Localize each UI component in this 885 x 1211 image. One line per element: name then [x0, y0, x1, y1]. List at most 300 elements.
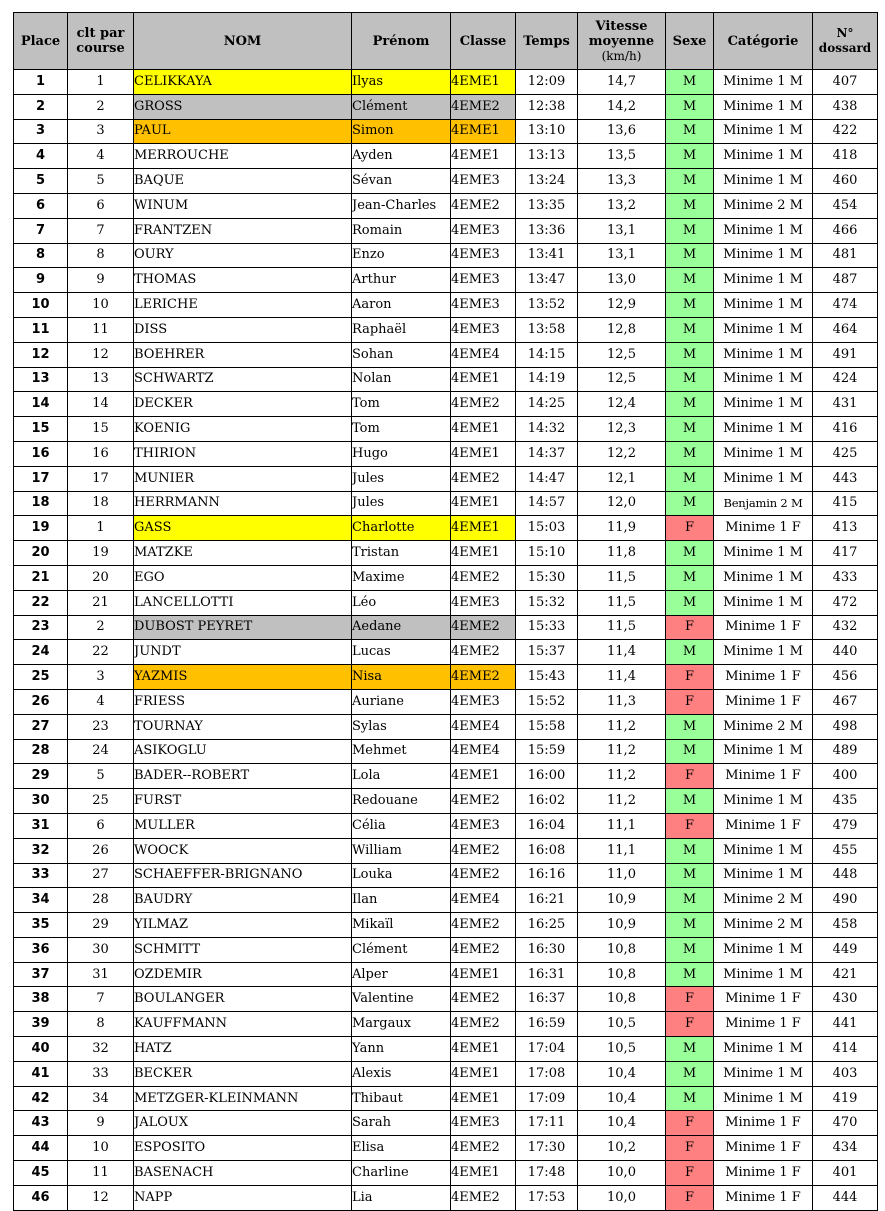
- cell-nom: GASS: [134, 516, 352, 541]
- cell-clt: 9: [68, 1111, 134, 1136]
- cell-temps: 15:03: [516, 516, 578, 541]
- cell-categorie: Minime 1 F: [714, 764, 813, 789]
- cell-vitesse: 12,9: [578, 293, 666, 318]
- cell-clt: 29: [68, 913, 134, 938]
- cell-temps: 16:31: [516, 962, 578, 987]
- cell-sexe: M: [666, 838, 714, 863]
- cell-sexe: M: [666, 1086, 714, 1111]
- cell-place: 26: [14, 689, 68, 714]
- cell-categorie: Minime 1 M: [714, 838, 813, 863]
- cell-classe: 4EME1: [451, 1037, 516, 1062]
- table-row: [14, 1136, 878, 1161]
- cell-classe: 4EME2: [451, 789, 516, 814]
- table-row: [14, 70, 878, 95]
- cell-sexe: M: [666, 94, 714, 119]
- header-classe: Classe: [451, 13, 516, 70]
- cell-clt: 5: [68, 169, 134, 194]
- cell-classe: 4EME1: [451, 516, 516, 541]
- cell-sexe: M: [666, 342, 714, 367]
- cell-sexe: M: [666, 119, 714, 144]
- cell-place: 35: [14, 913, 68, 938]
- cell-sexe: M: [666, 441, 714, 466]
- table-row: [14, 243, 878, 268]
- cell-place: 42: [14, 1086, 68, 1111]
- cell-classe: 4EME2: [451, 94, 516, 119]
- table-row: [14, 1086, 878, 1111]
- cell-vitesse: 11,2: [578, 739, 666, 764]
- cell-vitesse: 11,3: [578, 689, 666, 714]
- cell-prenom: William: [352, 838, 451, 863]
- cell-temps: 17:30: [516, 1136, 578, 1161]
- cell-sexe: M: [666, 70, 714, 95]
- cell-temps: 17:09: [516, 1086, 578, 1111]
- cell-place: 5: [14, 169, 68, 194]
- cell-place: 4: [14, 144, 68, 169]
- table-row: [14, 913, 878, 938]
- cell-sexe: M: [666, 218, 714, 243]
- table-row: [14, 987, 878, 1012]
- cell-prenom: Clément: [352, 94, 451, 119]
- cell-temps: 12:09: [516, 70, 578, 95]
- cell-classe: 4EME4: [451, 342, 516, 367]
- header-place: Place: [14, 13, 68, 70]
- cell-vitesse: 12,8: [578, 317, 666, 342]
- cell-categorie: Minime 1 M: [714, 144, 813, 169]
- cell-nom: CELIKKAYA: [134, 70, 352, 95]
- cell-temps: 16:21: [516, 888, 578, 913]
- cell-temps: 16:02: [516, 789, 578, 814]
- cell-dossard: 456: [813, 665, 878, 690]
- cell-prenom: Lia: [352, 1185, 451, 1210]
- cell-classe: 4EME4: [451, 714, 516, 739]
- cell-nom: HERRMANN: [134, 491, 352, 516]
- cell-nom: TOURNAY: [134, 714, 352, 739]
- cell-vitesse: 13,3: [578, 169, 666, 194]
- cell-vitesse: 10,8: [578, 937, 666, 962]
- cell-vitesse: 11,5: [578, 590, 666, 615]
- cell-place: 37: [14, 962, 68, 987]
- cell-prenom: Arthur: [352, 268, 451, 293]
- cell-sexe: F: [666, 813, 714, 838]
- cell-categorie: Minime 2 M: [714, 193, 813, 218]
- cell-place: 23: [14, 615, 68, 640]
- header-vitesse-moyenne: Vitesse moyenne (km/h): [578, 13, 666, 70]
- cell-temps: 16:08: [516, 838, 578, 863]
- cell-categorie: Minime 1 F: [714, 1136, 813, 1161]
- cell-dossard: 419: [813, 1086, 878, 1111]
- cell-temps: 17:08: [516, 1061, 578, 1086]
- cell-vitesse: 11,4: [578, 665, 666, 690]
- cell-clt: 9: [68, 268, 134, 293]
- cell-sexe: F: [666, 665, 714, 690]
- cell-categorie: Minime 1 M: [714, 1086, 813, 1111]
- cell-categorie: Minime 1 F: [714, 615, 813, 640]
- cell-temps: 12:38: [516, 94, 578, 119]
- table-row: [14, 838, 878, 863]
- cell-classe: 4EME1: [451, 144, 516, 169]
- table-row: [14, 392, 878, 417]
- cell-classe: 4EME1: [451, 1161, 516, 1186]
- cell-sexe: M: [666, 1037, 714, 1062]
- table-row: [14, 615, 878, 640]
- cell-sexe: M: [666, 640, 714, 665]
- cell-categorie: Minime 1 M: [714, 541, 813, 566]
- table-row: [14, 466, 878, 491]
- cell-clt: 20: [68, 565, 134, 590]
- cell-dossard: 413: [813, 516, 878, 541]
- cell-place: 18: [14, 491, 68, 516]
- cell-place: 19: [14, 516, 68, 541]
- cell-prenom: Romain: [352, 218, 451, 243]
- cell-place: 2: [14, 94, 68, 119]
- cell-temps: 17:11: [516, 1111, 578, 1136]
- cell-sexe: M: [666, 541, 714, 566]
- cell-vitesse: 10,0: [578, 1161, 666, 1186]
- cell-vitesse: 11,5: [578, 565, 666, 590]
- cell-categorie: Minime 1 M: [714, 1037, 813, 1062]
- cell-nom: JALOUX: [134, 1111, 352, 1136]
- cell-nom: MUNIER: [134, 466, 352, 491]
- cell-dossard: 481: [813, 243, 878, 268]
- cell-categorie: Minime 1 F: [714, 1185, 813, 1210]
- cell-dossard: 467: [813, 689, 878, 714]
- cell-clt: 1: [68, 516, 134, 541]
- cell-dossard: 448: [813, 863, 878, 888]
- cell-vitesse: 14,7: [578, 70, 666, 95]
- cell-vitesse: 12,3: [578, 417, 666, 442]
- cell-vitesse: 10,0: [578, 1185, 666, 1210]
- cell-sexe: M: [666, 293, 714, 318]
- cell-vitesse: 12,0: [578, 491, 666, 516]
- cell-sexe: M: [666, 590, 714, 615]
- cell-vitesse: 10,4: [578, 1111, 666, 1136]
- cell-nom: BASENACH: [134, 1161, 352, 1186]
- cell-vitesse: 13,2: [578, 193, 666, 218]
- cell-categorie: Minime 1 F: [714, 1161, 813, 1186]
- cell-temps: 16:04: [516, 813, 578, 838]
- cell-nom: KOENIG: [134, 417, 352, 442]
- cell-nom: BADER--ROBERT: [134, 764, 352, 789]
- table-row: [14, 541, 878, 566]
- cell-nom: MULLER: [134, 813, 352, 838]
- cell-clt: 32: [68, 1037, 134, 1062]
- cell-nom: ESPOSITO: [134, 1136, 352, 1161]
- cell-classe: 4EME4: [451, 888, 516, 913]
- cell-prenom: Jules: [352, 466, 451, 491]
- cell-nom: SCHAEFFER-BRIGNANO: [134, 863, 352, 888]
- cell-classe: 4EME2: [451, 1136, 516, 1161]
- table-row: [14, 218, 878, 243]
- cell-prenom: Charlotte: [352, 516, 451, 541]
- cell-dossard: 464: [813, 317, 878, 342]
- cell-categorie: Minime 1 M: [714, 243, 813, 268]
- table-row: [14, 317, 878, 342]
- cell-nom: ASIKOGLU: [134, 739, 352, 764]
- cell-sexe: F: [666, 1012, 714, 1037]
- header-temps: Temps: [516, 13, 578, 70]
- cell-classe: 4EME4: [451, 739, 516, 764]
- cell-nom: THOMAS: [134, 268, 352, 293]
- cell-place: 14: [14, 392, 68, 417]
- cell-clt: 16: [68, 441, 134, 466]
- cell-dossard: 424: [813, 367, 878, 392]
- cell-vitesse: 12,5: [578, 342, 666, 367]
- cell-sexe: M: [666, 739, 714, 764]
- cell-classe: 4EME2: [451, 838, 516, 863]
- cell-sexe: M: [666, 937, 714, 962]
- cell-sexe: M: [666, 193, 714, 218]
- cell-clt: 1: [68, 70, 134, 95]
- table-row: [14, 268, 878, 293]
- cell-sexe: F: [666, 1111, 714, 1136]
- cell-dossard: 443: [813, 466, 878, 491]
- cell-clt: 2: [68, 94, 134, 119]
- cell-place: 1: [14, 70, 68, 95]
- cell-categorie: Minime 1 M: [714, 169, 813, 194]
- cell-clt: 13: [68, 367, 134, 392]
- results-table: [13, 12, 878, 1211]
- cell-classe: 4EME1: [451, 764, 516, 789]
- cell-sexe: M: [666, 243, 714, 268]
- cell-categorie: Minime 2 M: [714, 714, 813, 739]
- cell-categorie: Minime 1 F: [714, 1012, 813, 1037]
- cell-prenom: Clément: [352, 937, 451, 962]
- cell-clt: 4: [68, 689, 134, 714]
- cell-clt: 5: [68, 764, 134, 789]
- cell-categorie: Minime 1 M: [714, 317, 813, 342]
- cell-prenom: Sohan: [352, 342, 451, 367]
- cell-categorie: Minime 1 M: [714, 441, 813, 466]
- cell-clt: 12: [68, 1185, 134, 1210]
- cell-dossard: 491: [813, 342, 878, 367]
- cell-classe: 4EME2: [451, 640, 516, 665]
- cell-prenom: Sévan: [352, 169, 451, 194]
- cell-nom: BAQUE: [134, 169, 352, 194]
- cell-categorie: Minime 2 M: [714, 913, 813, 938]
- cell-nom: SCHWARTZ: [134, 367, 352, 392]
- cell-clt: 4: [68, 144, 134, 169]
- cell-dossard: 432: [813, 615, 878, 640]
- table-row: [14, 119, 878, 144]
- cell-nom: KAUFFMANN: [134, 1012, 352, 1037]
- cell-dossard: 444: [813, 1185, 878, 1210]
- header-nom: NOM: [134, 13, 352, 70]
- cell-sexe: M: [666, 317, 714, 342]
- cell-prenom: Ilyas: [352, 70, 451, 95]
- cell-place: 9: [14, 268, 68, 293]
- table-row: [14, 94, 878, 119]
- cell-place: 8: [14, 243, 68, 268]
- cell-dossard: 400: [813, 764, 878, 789]
- cell-place: 28: [14, 739, 68, 764]
- header-dossard: N° dossard: [813, 13, 878, 70]
- cell-place: 33: [14, 863, 68, 888]
- cell-prenom: Maxime: [352, 565, 451, 590]
- cell-clt: 17: [68, 466, 134, 491]
- cell-dossard: 449: [813, 937, 878, 962]
- cell-classe: 4EME2: [451, 987, 516, 1012]
- cell-categorie: Minime 1 M: [714, 392, 813, 417]
- cell-place: 25: [14, 665, 68, 690]
- cell-prenom: Sarah: [352, 1111, 451, 1136]
- cell-classe: 4EME1: [451, 1086, 516, 1111]
- cell-clt: 6: [68, 813, 134, 838]
- table-row: [14, 1111, 878, 1136]
- header-row: [14, 13, 878, 70]
- cell-temps: 14:15: [516, 342, 578, 367]
- table-row: [14, 689, 878, 714]
- cell-dossard: 425: [813, 441, 878, 466]
- cell-vitesse: 10,9: [578, 888, 666, 913]
- cell-prenom: Ayden: [352, 144, 451, 169]
- cell-temps: 15:58: [516, 714, 578, 739]
- cell-place: 7: [14, 218, 68, 243]
- results-table-body: [14, 70, 878, 1211]
- cell-clt: 12: [68, 342, 134, 367]
- cell-clt: 26: [68, 838, 134, 863]
- cell-temps: 15:10: [516, 541, 578, 566]
- table-row: [14, 144, 878, 169]
- cell-classe: 4EME3: [451, 243, 516, 268]
- results-document: [13, 12, 878, 1211]
- cell-dossard: 489: [813, 739, 878, 764]
- cell-temps: 15:43: [516, 665, 578, 690]
- cell-place: 43: [14, 1111, 68, 1136]
- cell-sexe: M: [666, 863, 714, 888]
- cell-prenom: Louka: [352, 863, 451, 888]
- cell-nom: MATZKE: [134, 541, 352, 566]
- cell-nom: WOOCK: [134, 838, 352, 863]
- cell-classe: 4EME2: [451, 392, 516, 417]
- cell-dossard: 416: [813, 417, 878, 442]
- cell-temps: 13:47: [516, 268, 578, 293]
- cell-vitesse: 11,2: [578, 789, 666, 814]
- cell-classe: 4EME2: [451, 863, 516, 888]
- cell-vitesse: 11,9: [578, 516, 666, 541]
- cell-place: 36: [14, 937, 68, 962]
- cell-categorie: Minime 2 M: [714, 888, 813, 913]
- cell-categorie: Minime 1 M: [714, 789, 813, 814]
- cell-dossard: 472: [813, 590, 878, 615]
- cell-temps: 17:04: [516, 1037, 578, 1062]
- cell-nom: YILMAZ: [134, 913, 352, 938]
- cell-nom: THIRION: [134, 441, 352, 466]
- cell-temps: 15:33: [516, 615, 578, 640]
- cell-nom: FRANTZEN: [134, 218, 352, 243]
- cell-place: 17: [14, 466, 68, 491]
- cell-nom: NAPP: [134, 1185, 352, 1210]
- cell-place: 38: [14, 987, 68, 1012]
- cell-temps: 13:10: [516, 119, 578, 144]
- table-row: [14, 1061, 878, 1086]
- cell-dossard: 479: [813, 813, 878, 838]
- cell-classe: 4EME2: [451, 615, 516, 640]
- cell-vitesse: 13,0: [578, 268, 666, 293]
- cell-categorie: Minime 1 M: [714, 70, 813, 95]
- cell-dossard: 470: [813, 1111, 878, 1136]
- cell-clt: 3: [68, 119, 134, 144]
- table-row: [14, 367, 878, 392]
- cell-temps: 13:36: [516, 218, 578, 243]
- cell-clt: 18: [68, 491, 134, 516]
- cell-temps: 15:32: [516, 590, 578, 615]
- table-row: [14, 491, 878, 516]
- cell-dossard: 414: [813, 1037, 878, 1062]
- cell-place: 30: [14, 789, 68, 814]
- cell-vitesse: 12,2: [578, 441, 666, 466]
- cell-temps: 14:25: [516, 392, 578, 417]
- cell-nom: SCHMITT: [134, 937, 352, 962]
- cell-categorie: Minime 1 M: [714, 590, 813, 615]
- cell-classe: 4EME2: [451, 913, 516, 938]
- table-row: [14, 1161, 878, 1186]
- cell-categorie: Minime 1 M: [714, 565, 813, 590]
- cell-temps: 13:58: [516, 317, 578, 342]
- cell-vitesse: 12,1: [578, 466, 666, 491]
- cell-dossard: 435: [813, 789, 878, 814]
- table-row: [14, 937, 878, 962]
- cell-prenom: Yann: [352, 1037, 451, 1062]
- table-row: [14, 813, 878, 838]
- cell-sexe: F: [666, 689, 714, 714]
- table-row: [14, 665, 878, 690]
- cell-place: 31: [14, 813, 68, 838]
- cell-clt: 14: [68, 392, 134, 417]
- cell-sexe: F: [666, 1161, 714, 1186]
- cell-sexe: M: [666, 789, 714, 814]
- cell-vitesse: 12,5: [578, 367, 666, 392]
- cell-place: 13: [14, 367, 68, 392]
- cell-place: 29: [14, 764, 68, 789]
- cell-categorie: Minime 1 M: [714, 863, 813, 888]
- cell-prenom: Sylas: [352, 714, 451, 739]
- cell-classe: 4EME2: [451, 665, 516, 690]
- cell-clt: 25: [68, 789, 134, 814]
- cell-categorie: Minime 1 M: [714, 640, 813, 665]
- cell-vitesse: 11,2: [578, 714, 666, 739]
- cell-clt: 2: [68, 615, 134, 640]
- cell-nom: EGO: [134, 565, 352, 590]
- table-row: [14, 739, 878, 764]
- cell-prenom: Tom: [352, 392, 451, 417]
- cell-categorie: Minime 1 M: [714, 218, 813, 243]
- cell-nom: OZDEMIR: [134, 962, 352, 987]
- cell-prenom: Simon: [352, 119, 451, 144]
- cell-classe: 4EME1: [451, 491, 516, 516]
- cell-nom: MERROUCHE: [134, 144, 352, 169]
- cell-prenom: Mehmet: [352, 739, 451, 764]
- cell-temps: 13:24: [516, 169, 578, 194]
- cell-classe: 4EME1: [451, 962, 516, 987]
- cell-prenom: Valentine: [352, 987, 451, 1012]
- cell-classe: 4EME3: [451, 169, 516, 194]
- cell-temps: 13:35: [516, 193, 578, 218]
- cell-nom: METZGER-KLEINMANN: [134, 1086, 352, 1111]
- cell-temps: 15:59: [516, 739, 578, 764]
- cell-nom: DUBOST PEYRET: [134, 615, 352, 640]
- cell-classe: 4EME3: [451, 689, 516, 714]
- cell-vitesse: 13,6: [578, 119, 666, 144]
- cell-place: 22: [14, 590, 68, 615]
- cell-place: 16: [14, 441, 68, 466]
- cell-temps: 13:52: [516, 293, 578, 318]
- cell-vitesse: 10,5: [578, 1037, 666, 1062]
- cell-nom: BAUDRY: [134, 888, 352, 913]
- cell-sexe: F: [666, 615, 714, 640]
- cell-nom: OURY: [134, 243, 352, 268]
- cell-nom: GROSS: [134, 94, 352, 119]
- cell-classe: 4EME2: [451, 1185, 516, 1210]
